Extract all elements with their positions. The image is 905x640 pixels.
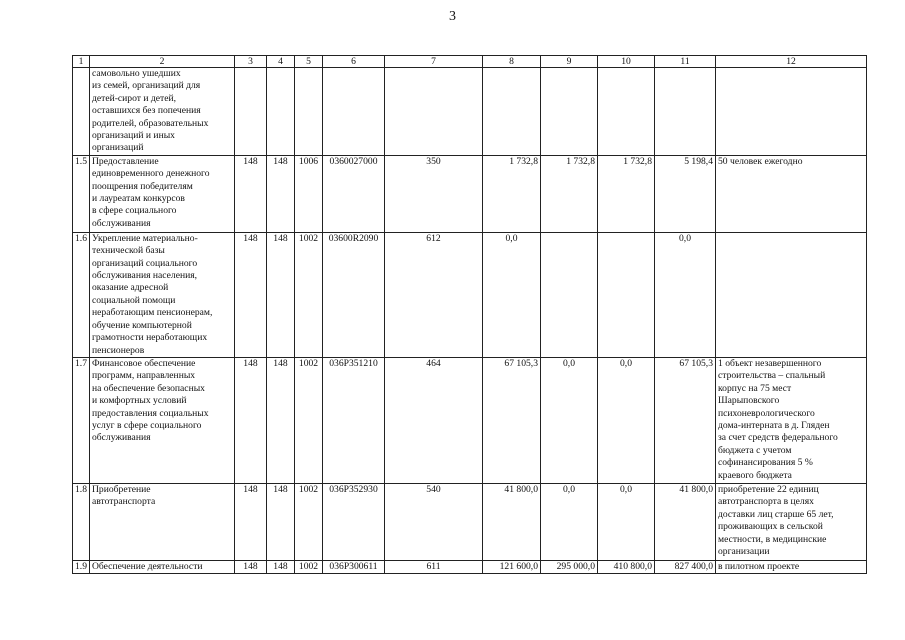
cell-c12 xyxy=(716,232,867,357)
cell-c12: 1 объект незавершенного строительства – спальный корпус на 75 мест Шарыповского психоневрологического дома-интерната в д. Гляден за счет средств федерального бюджета с учетом софинансирования 5 % краевого бюджета xyxy=(716,357,867,483)
cell-c11: 41 800,0 xyxy=(655,483,716,560)
cell-c9 xyxy=(541,232,598,357)
row-number: 1.6 xyxy=(73,232,90,357)
col-header-2: 2 xyxy=(90,56,235,68)
cell-c6: 036P352930 xyxy=(323,483,385,560)
col-header-11: 11 xyxy=(655,56,716,68)
cell-c4: 148 xyxy=(267,560,295,573)
table-row xyxy=(73,560,867,573)
table-row xyxy=(73,232,867,357)
cell-c7: 611 xyxy=(385,560,483,573)
cell-c11: 0,0 xyxy=(655,232,716,357)
row-number: 1.8 xyxy=(73,483,90,560)
cell-c11: 827 400,0 xyxy=(655,560,716,573)
col-header-12: 12 xyxy=(716,56,867,68)
cell-c9: 0,0 xyxy=(541,483,598,560)
cell-c7: 612 xyxy=(385,232,483,357)
cell-c4: 148 xyxy=(267,155,295,232)
page-number: 3 xyxy=(449,9,456,24)
col-header-1: 1 xyxy=(73,56,90,68)
cell-c6: 0360027000 xyxy=(323,155,385,232)
cell-c10: 0,0 xyxy=(598,357,655,483)
col-header-9: 9 xyxy=(541,56,598,68)
header-row xyxy=(73,56,867,68)
row-number: 1.7 xyxy=(73,357,90,483)
cell-c6: 03600R2090 xyxy=(323,232,385,357)
row-name: Приобретение автотранспорта xyxy=(90,483,235,560)
budget-table xyxy=(72,55,867,574)
col-header-5: 5 xyxy=(295,56,323,68)
cell-c10: 0,0 xyxy=(598,483,655,560)
cell-c5 xyxy=(295,68,323,156)
col-header-10: 10 xyxy=(598,56,655,68)
cell-c10 xyxy=(598,68,655,156)
cell-c5: 1002 xyxy=(295,357,323,483)
row-name: Укрепление материально- технической базы организаций социального обслуживания населения, оказание адресной социальной помощи неработающим пенсионерам, обучение компьютерной грамотности неработающих пенсионеров xyxy=(90,232,235,357)
cell-c5: 1002 xyxy=(295,483,323,560)
cell-c3: 148 xyxy=(235,483,267,560)
row-name: самовольно ушедших из семей, организаций для детей-сирот и детей, оставшихся без попечения родителей, образовательных организаций и иных организаций xyxy=(90,68,235,156)
cell-c7 xyxy=(385,68,483,156)
cell-c7: 540 xyxy=(385,483,483,560)
row-name: Обеспечение деятельности xyxy=(90,560,235,573)
cell-c6 xyxy=(323,68,385,156)
cell-c8: 41 800,0 xyxy=(483,483,541,560)
cell-c3: 148 xyxy=(235,560,267,573)
cell-c10: 410 800,0 xyxy=(598,560,655,573)
cell-c12 xyxy=(716,68,867,156)
table-row xyxy=(73,155,867,232)
col-header-8: 8 xyxy=(483,56,541,68)
cell-c12: 50 человек ежегодно xyxy=(716,155,867,232)
row-number: 1.9 xyxy=(73,560,90,573)
cell-c8: 67 105,3 xyxy=(483,357,541,483)
cell-c4: 148 xyxy=(267,483,295,560)
table-row xyxy=(73,483,867,560)
cell-c9: 1 732,8 xyxy=(541,155,598,232)
cell-c11 xyxy=(655,68,716,156)
cell-c10: 1 732,8 xyxy=(598,155,655,232)
row-name: Предоставление единовременного денежного поощрения победителям и лауреатам конкурсов в сфере социального обслуживания xyxy=(90,155,235,232)
cell-c5: 1002 xyxy=(295,232,323,357)
col-header-4: 4 xyxy=(267,56,295,68)
cell-c5: 1006 xyxy=(295,155,323,232)
cell-c9: 0,0 xyxy=(541,357,598,483)
cell-c8 xyxy=(483,68,541,156)
col-header-7: 7 xyxy=(385,56,483,68)
row-name: Финансовое обеспечение программ, направленных на обеспечение безопасных и комфортных условий предоставления социальных услуг в сфере социального обслуживания xyxy=(90,357,235,483)
cell-c3: 148 xyxy=(235,357,267,483)
row-number: 1.5 xyxy=(73,155,90,232)
cell-c5: 1002 xyxy=(295,560,323,573)
cell-c3 xyxy=(235,68,267,156)
cell-c7: 464 xyxy=(385,357,483,483)
cell-c3: 148 xyxy=(235,155,267,232)
cell-c3: 148 xyxy=(235,232,267,357)
cell-c11: 5 198,4 xyxy=(655,155,716,232)
cell-c12: в пилотном проекте xyxy=(716,560,867,573)
cell-c11: 67 105,3 xyxy=(655,357,716,483)
table-row xyxy=(73,68,867,156)
row-number xyxy=(73,68,90,156)
table-row xyxy=(73,357,867,483)
cell-c9: 295 000,0 xyxy=(541,560,598,573)
cell-c6: 036P300611 xyxy=(323,560,385,573)
cell-c7: 350 xyxy=(385,155,483,232)
cell-c4: 148 xyxy=(267,232,295,357)
cell-c10 xyxy=(598,232,655,357)
cell-c4: 148 xyxy=(267,357,295,483)
cell-c6: 036P351210 xyxy=(323,357,385,483)
col-header-3: 3 xyxy=(235,56,267,68)
cell-c8: 121 600,0 xyxy=(483,560,541,573)
cell-c8: 0,0 xyxy=(483,232,541,357)
cell-c8: 1 732,8 xyxy=(483,155,541,232)
col-header-6: 6 xyxy=(323,56,385,68)
cell-c12: приобретение 22 единиц автотранспорта в целях доставки лиц старше 65 лет, проживающих в сельской местности, в медицинские организации xyxy=(716,483,867,560)
cell-c4 xyxy=(267,68,295,156)
cell-c9 xyxy=(541,68,598,156)
